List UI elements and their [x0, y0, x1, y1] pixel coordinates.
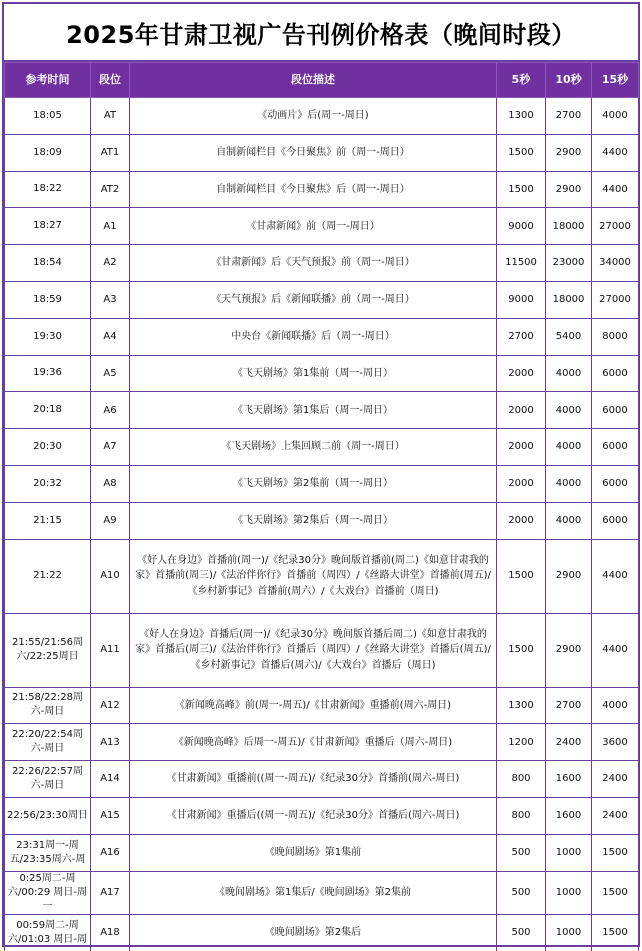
price-15s-cell: 6000	[592, 392, 639, 429]
price-5s-cell: 1500	[497, 171, 546, 208]
price-15s-cell: 6000	[592, 502, 639, 539]
price-5s-cell: 9000	[497, 208, 546, 245]
table-row	[5, 502, 639, 539]
header-slot: 段位	[91, 63, 130, 98]
price-5s-cell: 500	[497, 914, 546, 951]
price-10s-cell: 2400	[546, 724, 592, 761]
price-5s-cell: 9000	[497, 281, 546, 318]
slot-cell: AT	[91, 98, 130, 135]
price-10s-cell: 4000	[546, 429, 592, 466]
price-15s-cell: 4400	[592, 539, 639, 613]
table-row	[5, 429, 639, 466]
time-cell: 23:31周一-周五/23:35周六-周	[5, 834, 91, 871]
slot-cell: A12	[91, 687, 130, 724]
slot-cell: A7	[91, 429, 130, 466]
table-row	[5, 318, 639, 355]
price-15s-cell: 2400	[592, 761, 639, 798]
time-cell: 21:58/22:28周六-周日	[5, 687, 91, 724]
price-5s-cell: 800	[497, 797, 546, 834]
description-cell: 《新闻晚高峰》后周一-周五)/《甘肃新闻》重播后（周六-周日)	[130, 724, 497, 761]
table-row	[5, 914, 639, 951]
price-5s-cell: 2000	[497, 465, 546, 502]
price-15s-cell: 27000	[592, 281, 639, 318]
description-cell: 自制新闻栏目《今日聚焦》后（周一-周日）	[130, 171, 497, 208]
time-cell: 21:55/21:56周六/22:25周日	[5, 613, 91, 687]
description-cell: 《飞天剧场》上集回顾二前（周一-周日）	[130, 429, 497, 466]
table-row	[5, 171, 639, 208]
time-cell: 0:25周二-周六/00:29 周日-周一	[5, 871, 91, 914]
table-row	[5, 98, 639, 135]
table-row	[5, 245, 639, 282]
description-cell: 《甘肃新闻》重播前((周一-周五)/《纪录30分》首播前(周六-周日)	[130, 761, 497, 798]
slot-cell: A11	[91, 613, 130, 687]
price-10s-cell: 2700	[546, 98, 592, 135]
table-header-row	[5, 63, 639, 98]
price-15s-cell: 4000	[592, 687, 639, 724]
slot-cell: A5	[91, 355, 130, 392]
price-10s-cell: 23000	[546, 245, 592, 282]
description-cell: 《好人在身边》首播前(周一)/《纪录30分》晚间版首播前(周二)《如意甘肃我的家》首播前(周三)/《法治伴你行》首播前（周四）/《丝路大讲堂》首播前(周五)/《乡村新事记》首播前(周六）/《大戏台》首播前（周日)	[130, 539, 497, 613]
table-row	[5, 761, 639, 798]
price-15s-cell: 34000	[592, 245, 639, 282]
time-cell: 22:56/23:30周日	[5, 797, 91, 834]
table-row	[5, 687, 639, 724]
price-15s-cell: 4400	[592, 134, 639, 171]
price-table	[4, 62, 639, 951]
description-cell: 《新闻晚高峰》前(周一-周五)/《甘肃新闻》重播前(周六-周日)	[130, 687, 497, 724]
time-cell: 18:05	[5, 98, 91, 135]
price-10s-cell: 1000	[546, 871, 592, 914]
header-time: 参考时间	[5, 63, 91, 98]
price-10s-cell: 1000	[546, 834, 592, 871]
price-5s-cell: 500	[497, 834, 546, 871]
price-10s-cell: 18000	[546, 281, 592, 318]
table-row	[5, 392, 639, 429]
price-5s-cell: 2000	[497, 355, 546, 392]
table-row	[5, 871, 639, 914]
slot-cell: A10	[91, 539, 130, 613]
price-5s-cell: 2000	[497, 502, 546, 539]
time-cell: 18:54	[5, 245, 91, 282]
time-cell: 20:32	[5, 465, 91, 502]
slot-cell: A8	[91, 465, 130, 502]
slot-cell: A17	[91, 871, 130, 914]
sheet-title: 2025年甘肃卫视广告刊例价格表（晚间时段）	[4, 4, 638, 62]
description-cell: 自制新闻栏目《今日聚焦》前（周一-周日）	[130, 134, 497, 171]
time-cell: 21:15	[5, 502, 91, 539]
slot-cell: A6	[91, 392, 130, 429]
price-5s-cell: 1200	[497, 724, 546, 761]
table-row	[5, 539, 639, 613]
price-10s-cell: 1600	[546, 761, 592, 798]
table-row	[5, 724, 639, 761]
description-cell: 《甘肃新闻》重播后((周一-周五)/《纪录30分》首播后(周六-周日)	[130, 797, 497, 834]
description-cell: 《飞天剧场》第2集前（周一-周日）	[130, 465, 497, 502]
table-row	[5, 134, 639, 171]
slot-cell: AT2	[91, 171, 130, 208]
slot-cell: A15	[91, 797, 130, 834]
price-15s-cell: 4400	[592, 171, 639, 208]
slot-cell: A2	[91, 245, 130, 282]
price-10s-cell: 2900	[546, 613, 592, 687]
slot-cell: A13	[91, 724, 130, 761]
table-row	[5, 281, 639, 318]
price-15s-cell: 6000	[592, 429, 639, 466]
price-5s-cell: 500	[497, 871, 546, 914]
price-10s-cell: 2900	[546, 134, 592, 171]
price-15s-cell: 2400	[592, 797, 639, 834]
price-10s-cell: 1600	[546, 797, 592, 834]
price-15s-cell: 6000	[592, 355, 639, 392]
price-10s-cell: 4000	[546, 465, 592, 502]
price-15s-cell: 4400	[592, 613, 639, 687]
price-15s-cell: 8000	[592, 318, 639, 355]
description-cell: 《飞天剧场》第1集后（周一-周日）	[130, 392, 497, 429]
time-cell: 18:27	[5, 208, 91, 245]
slot-cell: A16	[91, 834, 130, 871]
time-cell: 19:30	[5, 318, 91, 355]
price-5s-cell: 1500	[497, 613, 546, 687]
time-cell: 18:22	[5, 171, 91, 208]
header-desc: 段位描述	[130, 63, 497, 98]
price-15s-cell: 3600	[592, 724, 639, 761]
price-5s-cell: 1300	[497, 687, 546, 724]
price-5s-cell: 1300	[497, 98, 546, 135]
slot-cell: A1	[91, 208, 130, 245]
description-cell: 《甘肃新闻》前（周一-周日）	[130, 208, 497, 245]
price-15s-cell: 6000	[592, 465, 639, 502]
price-15s-cell: 1500	[592, 871, 639, 914]
price-15s-cell: 4000	[592, 98, 639, 135]
header-price-5s: 5秒	[497, 63, 546, 98]
price-5s-cell: 2000	[497, 429, 546, 466]
slot-cell: A3	[91, 281, 130, 318]
price-5s-cell: 2700	[497, 318, 546, 355]
price-10s-cell: 4000	[546, 502, 592, 539]
time-cell: 18:59	[5, 281, 91, 318]
table-row	[5, 208, 639, 245]
price-10s-cell: 4000	[546, 355, 592, 392]
description-cell: 《甘肃新闻》后《天气预报》前（周一-周日）	[130, 245, 497, 282]
table-row	[5, 834, 639, 871]
price-10s-cell: 5400	[546, 318, 592, 355]
description-cell: 《晚间剧场》第1集后/《晚间剧场》第2集前	[130, 871, 497, 914]
price-5s-cell: 800	[497, 761, 546, 798]
table-row	[5, 797, 639, 834]
slot-cell: A9	[91, 502, 130, 539]
description-cell: 《晚间剧场》第2集后	[130, 914, 497, 951]
time-cell: 19:36	[5, 355, 91, 392]
description-cell: 《好人在身边》首播后(周一)/《纪录30分》晚间版首播后周二)《如意甘肃我的家》首播后(周三)/《法治伴你行》首播后（周四）/《丝路大讲堂》首播后(周五)/《乡村新事记》首播后(周六)/《大戏台》首播后（周日)	[130, 613, 497, 687]
description-cell: 中央台《新闻联播》后（周一-周日）	[130, 318, 497, 355]
price-10s-cell: 4000	[546, 392, 592, 429]
time-cell: 22:20/22:54周六-周日	[5, 724, 91, 761]
description-cell: 《天气预报》后《新闻联播》前（周一-周日）	[130, 281, 497, 318]
time-cell: 21:22	[5, 539, 91, 613]
table-row	[5, 355, 639, 392]
description-cell: 《晚间剧场》第1集前	[130, 834, 497, 871]
price-5s-cell: 1500	[497, 134, 546, 171]
slot-cell: A4	[91, 318, 130, 355]
time-cell: 20:30	[5, 429, 91, 466]
price-5s-cell: 2000	[497, 392, 546, 429]
header-price-15s: 15秒	[592, 63, 639, 98]
price-15s-cell: 1500	[592, 834, 639, 871]
description-cell: 《飞天剧场》第1集前（周一-周日）	[130, 355, 497, 392]
price-15s-cell: 1500	[592, 914, 639, 951]
header-price-10s: 10秒	[546, 63, 592, 98]
time-cell: 00:59周二-周六/01:03 周日-周	[5, 914, 91, 951]
price-5s-cell: 1500	[497, 539, 546, 613]
slot-cell: A14	[91, 761, 130, 798]
price-sheet	[2, 2, 640, 947]
price-10s-cell: 2900	[546, 539, 592, 613]
price-5s-cell: 11500	[497, 245, 546, 282]
price-10s-cell: 1000	[546, 914, 592, 951]
description-cell: 《飞天剧场》第2集后（周一-周日）	[130, 502, 497, 539]
price-15s-cell: 27000	[592, 208, 639, 245]
price-10s-cell: 2700	[546, 687, 592, 724]
price-10s-cell: 18000	[546, 208, 592, 245]
time-cell: 22:26/22:57周六-周日	[5, 761, 91, 798]
table-row	[5, 465, 639, 502]
slot-cell: A18	[91, 914, 130, 951]
slot-cell: AT1	[91, 134, 130, 171]
description-cell: 《动画片》后(周一-周日)	[130, 98, 497, 135]
price-10s-cell: 2900	[546, 171, 592, 208]
time-cell: 18:09	[5, 134, 91, 171]
time-cell: 20:18	[5, 392, 91, 429]
table-row	[5, 613, 639, 687]
